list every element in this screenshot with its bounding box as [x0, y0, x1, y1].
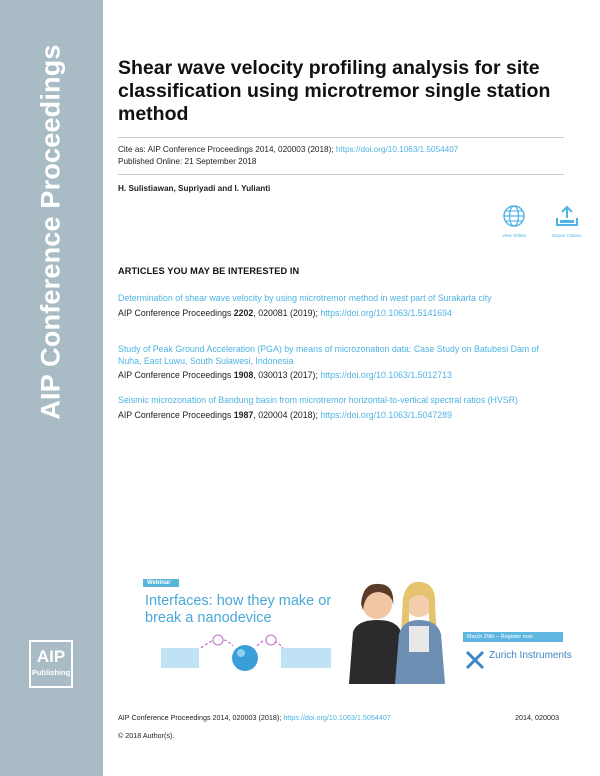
volume: 1908	[233, 370, 254, 380]
related-article-title[interactable]: Determination of shear wave velocity by using microtremor method in west part of Surakarta city	[118, 293, 492, 303]
related-article-citation: AIP Conference Proceedings 1987, 020004 (2018); https://doi.org/10.1063/1.5047289	[118, 409, 452, 420]
footer-page-id: 2014, 020003	[515, 713, 559, 722]
sidebar	[0, 0, 103, 776]
copyright: © 2018 Author(s).	[118, 731, 175, 740]
footer-doi-link[interactable]: https://doi.org/10.1063/1.5054407	[283, 713, 391, 722]
related-article-doi-link[interactable]: https://doi.org/10.1063/1.5047289	[320, 409, 452, 420]
paper-title: Shear wave velocity profiling analysis for site classification using microtremor single station method	[118, 57, 551, 125]
webinar-tag: Webinar	[143, 579, 179, 587]
volume: 2202	[233, 307, 254, 318]
register-now-banner[interactable]: March 29th – Register now	[463, 632, 563, 642]
footer-citation	[118, 713, 564, 722]
aip-publishing-logo[interactable]	[29, 640, 73, 688]
export-citation-label: Export Citation	[552, 233, 582, 238]
footer-citation-text: AIP Conference Proceedings 2014, 020003 (2018);	[118, 713, 282, 722]
divider	[118, 137, 564, 138]
presenters-photo	[339, 576, 457, 684]
cite-line	[118, 144, 458, 155]
related-article-citation: AIP Conference Proceedings 1908, 030013 (2017); https://doi.org/10.1063/1.5012713	[118, 370, 452, 380]
cite-prefix: Cite as: AIP Conference Proceedings 2014, 020003 (2018);	[118, 145, 334, 154]
related-article-title[interactable]: Seismic microzonation of Bandung basin from microtremor horizontal-to-vertical spectral ratios (HVSR)	[118, 395, 518, 405]
related-article-title[interactable]: Study of Peak Ground Acceleration (PGA) by means of microzonation data: Case Study on Batubesi Dam of Nuha, East Luwu, South Sulawesi, Indonesia	[118, 344, 540, 366]
related-article	[118, 344, 564, 381]
paper-doi-link[interactable]: https://doi.org/10.1063/1.5054407	[335, 145, 459, 154]
related-article-doi-link[interactable]: https://doi.org/10.1063/1.5012713	[320, 370, 452, 380]
view-online-button[interactable]	[492, 204, 536, 238]
company-name: Zurich Instruments	[489, 650, 572, 661]
logo-text: AIP	[36, 647, 66, 666]
webinar-ad[interactable]	[125, 562, 575, 690]
series-title: AIP Conference Proceedings	[35, 44, 66, 420]
authors: H. Sulistiawan, Supriyadi and I. Yulianti	[118, 184, 271, 193]
ad-headline: Interfaces: how they make or break a nanodevice	[145, 593, 332, 626]
nanodevice-diagram-icon	[161, 634, 331, 680]
divider	[118, 174, 564, 175]
related-article	[118, 293, 564, 319]
export-citation-button[interactable]	[545, 204, 589, 238]
volume: 1987	[233, 409, 254, 420]
related-article-citation: AIP Conference Proceedings 2202, 020081 (2019); https://doi.org/10.1063/1.5141694	[118, 307, 452, 318]
view-online-label: View Online	[502, 233, 526, 238]
published-date: Published Online: 21 September 2018	[118, 157, 257, 166]
related-article-doi-link[interactable]: https://doi.org/10.1063/1.5141694	[320, 307, 452, 318]
logo-subtext: Publishing	[31, 668, 71, 677]
related-article	[118, 395, 564, 421]
zurich-instruments-logo-icon	[465, 650, 485, 670]
export-icon	[554, 204, 580, 228]
globe-icon	[502, 204, 526, 228]
related-articles-heading: ARTICLES YOU MAY BE INTERESTED IN	[118, 266, 300, 276]
